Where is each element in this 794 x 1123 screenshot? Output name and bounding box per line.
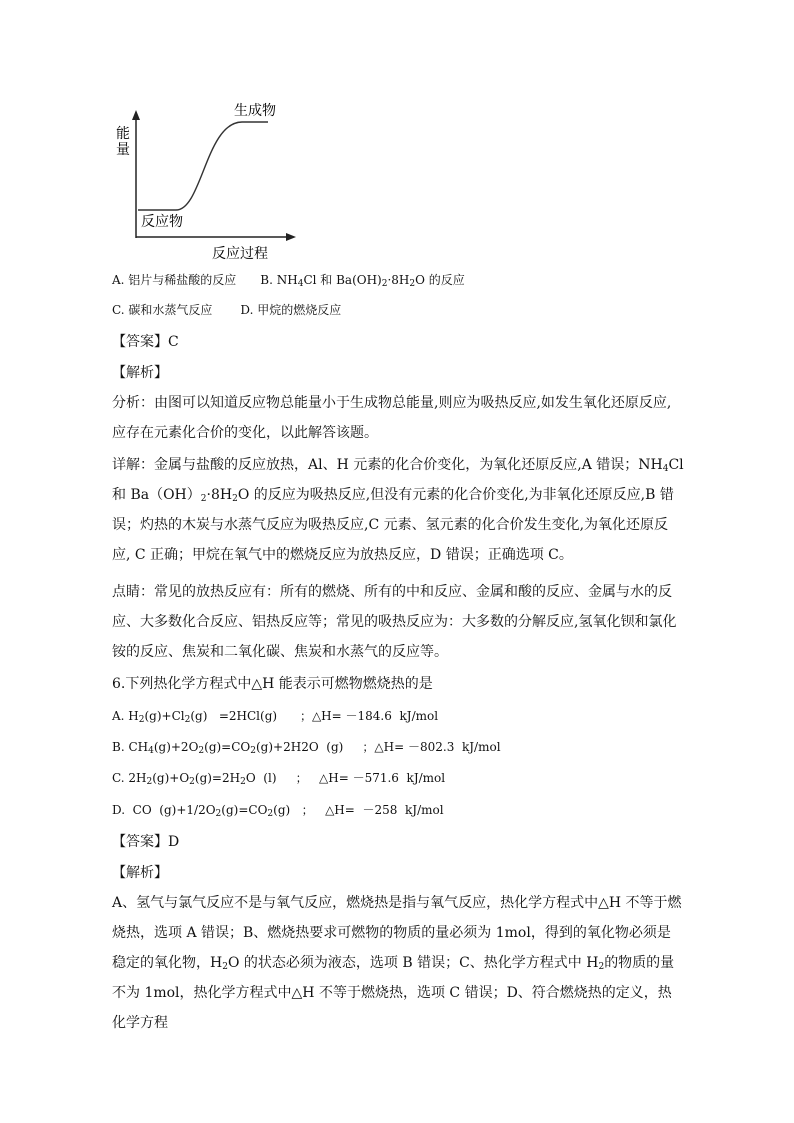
energy-curve	[138, 122, 268, 210]
energy-diagram	[110, 98, 300, 268]
q5-options-row-2	[112, 300, 341, 320]
y-axis-label-2: 量	[116, 142, 130, 158]
q6-analysis-heading: 【解析】	[112, 865, 168, 881]
q6-stem: 6.下列热化学方程式中△H 能表示可燃物燃烧热的是	[112, 676, 433, 692]
x-axis-label: 反应过程	[212, 246, 268, 262]
product-label: 生成物	[234, 103, 276, 119]
q5-option-c: C. 碳和水蒸气反应	[112, 303, 213, 317]
q5-answer: 【答案】C	[112, 334, 179, 350]
q5-option-a: A. 铝片与稀盐酸的反应	[112, 273, 237, 287]
q6-option-d: D. CO $(g)+1/2O_2(g)=CO_2(g)$ ； △H= －258 kJ/mol	[112, 803, 444, 819]
q5-options-row-1	[112, 270, 465, 290]
q6-option-a: A. $H_2(g)+Cl_2(g) =2HCl(g)$ ；△H= －184.6 kJ/mol	[112, 709, 439, 725]
q6-option-c: C. $2H_2(g)+O_2(g)=2H_2O$ (l) ； △H= －571.6 kJ/mol	[112, 771, 446, 787]
q5-analysis: 分析：由图可以知道反应物总能量小于生成物总能量,则应为吸热反应,如发生氧化还原反应,应存在元素化合价的变化，以此解答该题。	[112, 395, 672, 441]
q6-option-b: B. $CH_4(g)+2O_2(g)=CO_2(g)+2H2O$ (g) ；△H= －802.3 kJ/mol	[112, 740, 501, 756]
x-axis-arrow-icon	[286, 233, 296, 241]
q5-detail: 详解：金属与盐酸的反应放热，Al、H 元素的化合价变化，为氧化还原反应,A 错误；$NH_4Cl$ 和 $Ba(OH)_2\cdot 8H_2O$ 的反应为吸热反应,但没有元素的化合价变化,为非氧化还原反应,B 错误；灼热的木炭与水蒸气反应为吸热反应,C 元素、氢元素的化合价发生变化,为氧化还原反应, C 正确；甲烷在氧气中的燃烧反应为放热反应，D 错误；正确选项 C。	[112, 457, 684, 563]
y-axis-arrow-icon	[132, 110, 140, 120]
reactant-label: 反应物	[141, 214, 183, 230]
y-axis-label-1: 能	[116, 126, 130, 142]
q5-analysis-heading: 【解析】	[112, 365, 168, 381]
q5-option-d: D. 甲烷的燃烧反应	[240, 303, 342, 317]
q6-answer: 【答案】D	[112, 834, 180, 850]
q5-option-b: B. $NH_4Cl$ 和 $Ba(OH)_2\cdot 8H_2O$ 的反应	[260, 273, 465, 289]
q5-point: 点睛：常见的放热反应有：所有的燃烧、所有的中和反应、金属和酸的反应、金属与水的反应、大多数化合反应、铝热反应等；常见的吸热反应为：大多数的分解反应,氢氧化钡和氯化铵的反应、焦炭和二氧化碳、焦炭和水蒸气的反应等。	[112, 584, 677, 660]
q6-analysis: A、氢气与氯气反应不是与氧气反应，燃烧热是指与氧气反应，热化学方程式中△H 不等于燃烧热，选项 A 错误；B、燃烧热要求可燃物的物质的量必须为 1mol，得到的氧化物必须是稳定的氧化物，$H_2O$ 的状态必须为液态，选项 B 错误；C、热化学方程式中 $H_2$的物质的量不为 1mol，热化学方程式中△H 不等于燃烧热，选项 C 错误；D、符合燃烧热的定义，热化学方程	[112, 895, 682, 1031]
